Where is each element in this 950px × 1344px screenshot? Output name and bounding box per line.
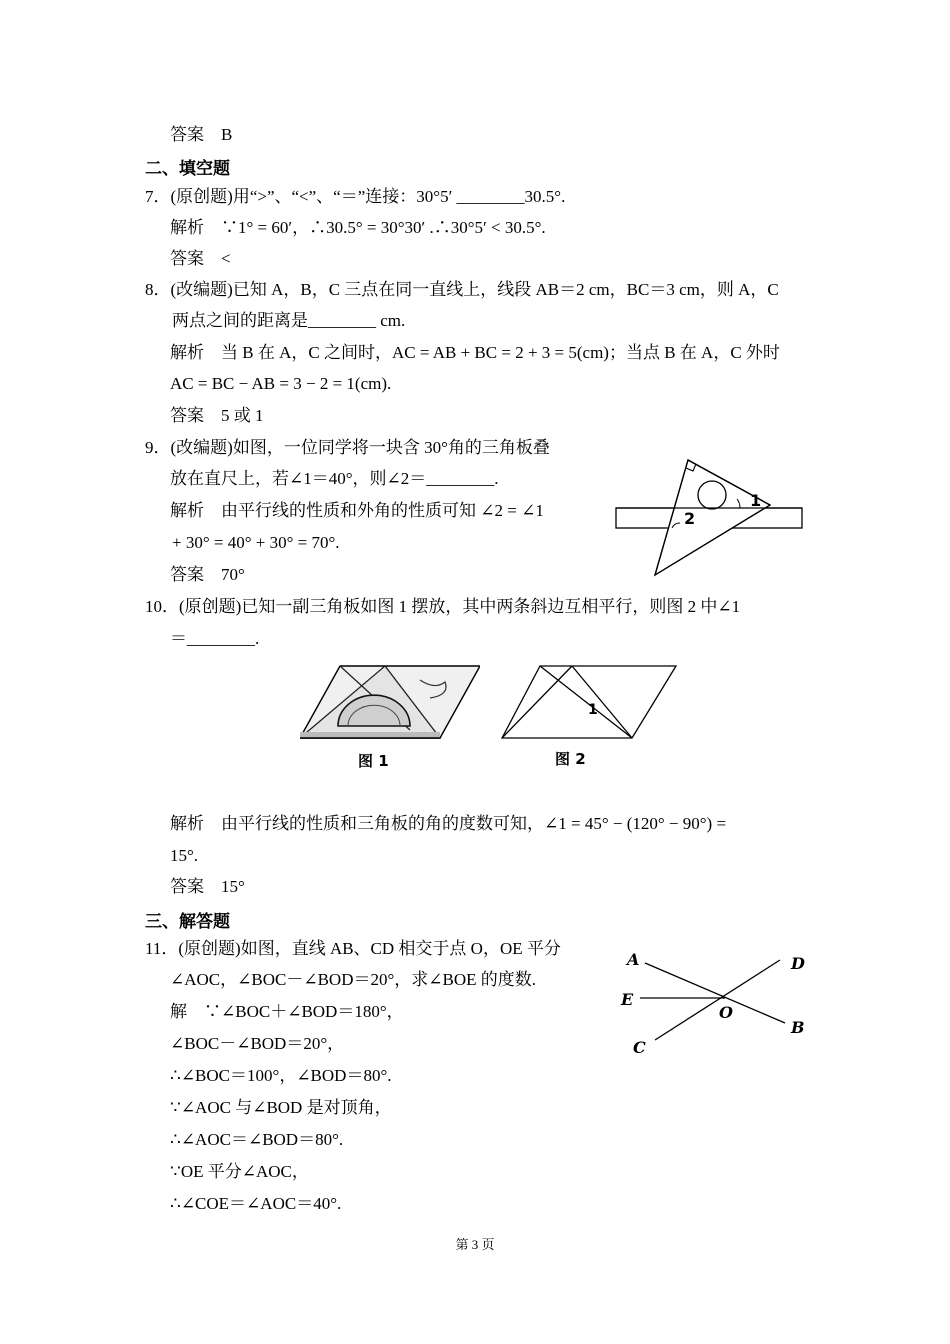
q11-label-A: A: [627, 950, 640, 969]
q11-step-2: ∠BOC－∠BOD＝20°，: [170, 1034, 345, 1053]
q10-angle-1-label: 1: [588, 702, 598, 718]
q10-stem-2: ＝________.: [170, 629, 260, 648]
q11-step-4: ∵∠AOC 与∠BOD 是对顶角，: [170, 1098, 392, 1117]
q11-label-C: C: [633, 1038, 646, 1057]
q9-stem-2: 放在直尺上，若∠1＝40°，则∠2＝________.: [170, 469, 499, 488]
q8-stem-2: 两点之间的距离是________ cm.: [172, 311, 406, 330]
q9-analysis-2: + 30° = 40° + 30° = 70°.: [172, 533, 340, 552]
q10-analysis-1: 解析 由平行线的性质和三角板的角的度数可知，∠1 = 45° − (120° − 90°) =: [170, 814, 727, 833]
q11-label-E: E: [621, 990, 634, 1009]
q10-figure-2-caption: 图 2: [555, 750, 586, 768]
section-fill-blank: 二、填空题: [145, 159, 230, 179]
q10-figure-2: [500, 662, 680, 742]
q11-label-D: D: [791, 954, 805, 973]
q10-figure-1: [300, 660, 480, 740]
q9-angle-1-label: 1: [750, 491, 762, 510]
section-solve: 三、解答题: [145, 912, 230, 932]
q11-stem-1: 11．(原创题)如图，直线 AB、CD 相交于点 O，OE 平分: [145, 939, 561, 958]
q11-step-1: 解 ∵∠BOC＋∠BOD＝180°，: [170, 1002, 404, 1021]
q8-stem-1: 8．(改编题)已知 A，B，C 三点在同一直线上，线段 AB＝2 cm，BC＝3 cm，则 A，C: [145, 280, 779, 299]
page-number: 第 3 页: [455, 1237, 495, 1252]
q10-analysis-2: 15°.: [170, 846, 199, 865]
q10-answer: 答案 15°: [170, 877, 245, 896]
q8-answer: 答案 5 或 1: [170, 406, 264, 425]
q11-label-B: B: [791, 1018, 805, 1037]
q11-step-3: ∴∠BOC＝100°，∠BOD＝80°.: [170, 1066, 392, 1085]
q8-analysis-2: AC = BC − AB = 3 − 2 = 1(cm).: [170, 374, 392, 393]
q7-answer: 答案 <: [170, 249, 231, 268]
q11-step-7: ∴∠COE＝∠AOC＝40°.: [170, 1194, 342, 1213]
q11-step-6: ∵OE 平分∠AOC，: [170, 1162, 309, 1181]
q7-stem: 7．(原创题)用“>”、“<”、“＝”连接：30°5′ ________30.5°.: [145, 187, 566, 206]
q9-stem-1: 9．(改编题)如图，一位同学将一块含 30°角的三角板叠: [145, 438, 550, 457]
q7-analysis: 解析 ∵1° = 60′，∴30.5° = 30°30′ .∴30°5′ < 30.5°.: [170, 218, 546, 237]
q9-analysis-1: 解析 由平行线的性质和外角的性质可知 ∠2 = ∠1: [170, 501, 544, 520]
q11-figure: [615, 945, 815, 1060]
q8-analysis-1: 解析 当 B 在 A，C 之间时，AC = AB + BC = 2 + 3 = 5(cm)；当点 B 在 A，C 外时: [170, 343, 780, 362]
q9-figure: [610, 455, 810, 580]
q10-stem-1: 10．(原创题)已知一副三角板如图 1 摆放，其中两条斜边互相平行，则图 2 中∠1: [145, 597, 741, 616]
answer-prev: 答案 B: [170, 125, 233, 144]
q9-angle-2-label: 2: [684, 509, 696, 528]
q9-answer: 答案 70°: [170, 565, 245, 584]
q10-figure-1-caption: 图 1: [358, 752, 389, 770]
q11-step-5: ∴∠AOC＝∠BOD＝80°.: [170, 1130, 344, 1149]
q11-stem-2: ∠AOC，∠BOC－∠BOD＝20°，求∠BOE 的度数.: [170, 970, 537, 989]
q11-label-O: O: [719, 1003, 733, 1022]
